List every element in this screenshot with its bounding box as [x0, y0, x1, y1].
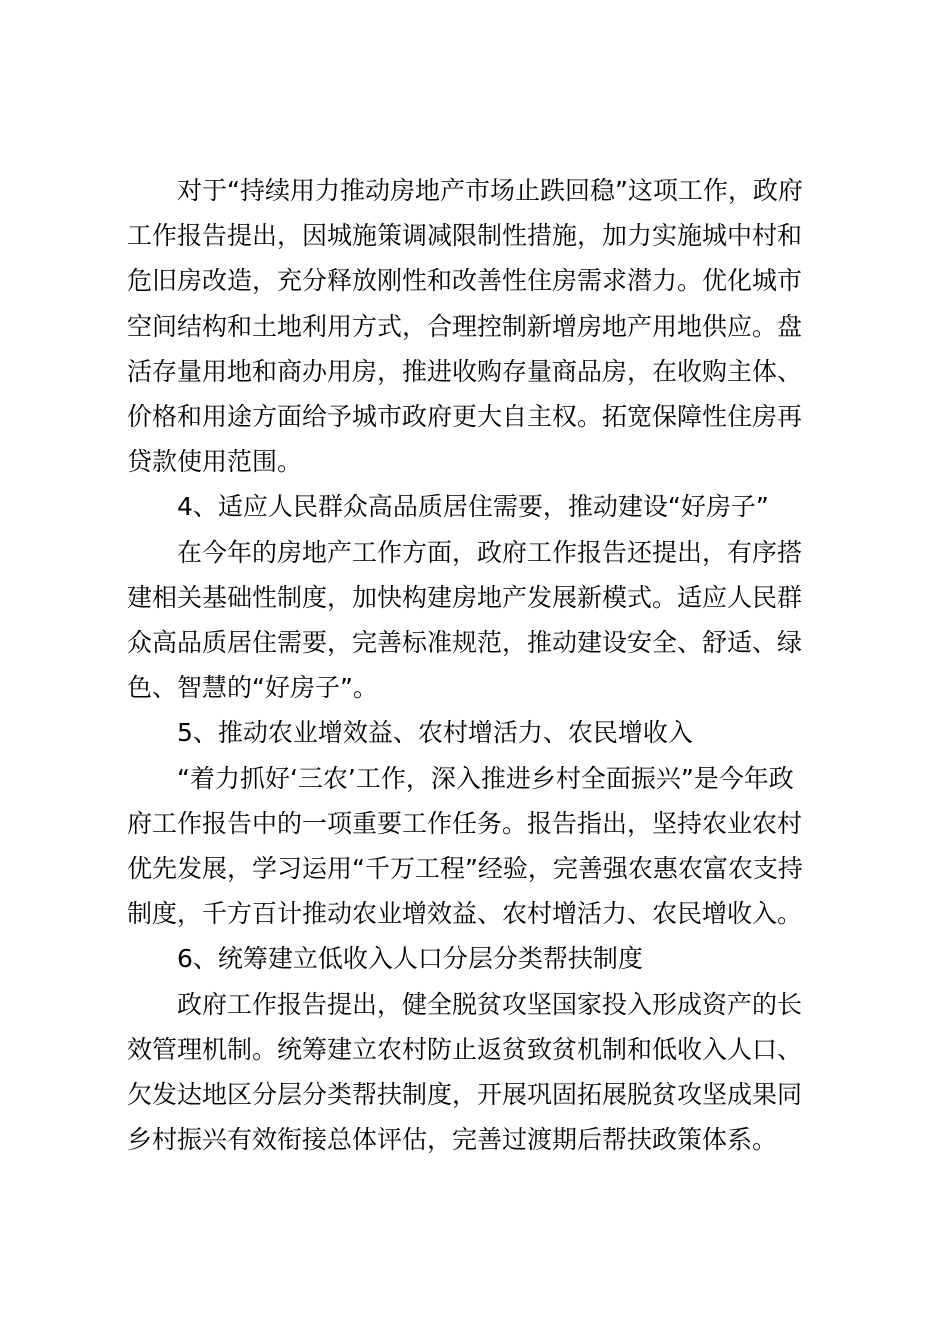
section-heading-6	[127, 936, 819, 981]
document-body	[127, 168, 819, 1162]
text-line: 欠发达地区分层分类帮扶制度，开展巩固拓展脱贫攻坚成果同	[127, 1080, 803, 1110]
text-line: 众高品质居住需要，完善标准规范，推动建设安全、舒适、绿	[127, 628, 803, 658]
text-line: 价格和用途方面给予城市政府更大自主权。拓宽保障性住房再	[127, 402, 803, 432]
text-line: 优先发展，学习运用“千万工程”经验，完善强农惠农富农支持	[127, 854, 803, 884]
text-line: 建相关基础性制度，加快构建房地产发展新模式。适应人民群	[127, 582, 803, 612]
paragraph-housing-market	[127, 168, 819, 484]
text-line: 危旧房改造，充分释放刚性和改善性住房需求潜力。优化城市	[127, 266, 803, 296]
text-line: 贷款使用范围。	[127, 447, 303, 477]
text-line: 制度，千方百计推动农业增效益、农村增活力、农民增收入。	[127, 899, 803, 929]
text-line: 色、智慧的“好房子”。	[127, 673, 378, 703]
text-line: 空间结构和土地利用方式，合理控制新增房地产用地供应。盘	[127, 311, 803, 341]
heading-text: 5、推动农业增效益、农村增活力、农民增收入	[177, 718, 693, 748]
text-line: 活存量用地和商办用房，推进收购存量商品房，在收购主体、	[127, 356, 803, 386]
text-line: “着力抓好‘三农’工作，深入推进乡村全面振兴”是今年政	[177, 763, 794, 793]
heading-text: 6、统筹建立低收入人口分层分类帮扶制度	[177, 944, 643, 974]
section-heading-5	[127, 710, 819, 755]
text-line: 政府工作报告提出，健全脱贫攻坚国家投入形成资产的长	[177, 989, 803, 1019]
text-line: 对于“持续用力推动房地产市场止跌回稳”这项工作，政府	[177, 176, 803, 205]
text-line: 效管理机制。统筹建立农村防止返贫致贫机制和低收入人口、	[127, 1034, 803, 1064]
text-line: 工作报告提出，因城施策调减限制性措施，加力实施城中村和	[127, 221, 803, 251]
section-heading-4	[127, 484, 819, 529]
paragraph-agriculture	[127, 756, 819, 937]
text-line: 乡村振兴有效衔接总体评估，完善过渡期后帮扶政策体系。	[127, 1125, 778, 1155]
paragraph-good-housing	[127, 530, 819, 711]
text-line: 在今年的房地产工作方面，政府工作报告还提出，有序搭	[177, 537, 803, 567]
text-line: 府工作报告中的一项重要工作任务。报告指出，坚持农业农村	[127, 808, 803, 838]
paragraph-poverty-assistance	[127, 982, 819, 1163]
heading-text: 4、适应人民群众高品质居住需要，推动建设“好房子”	[177, 492, 769, 522]
